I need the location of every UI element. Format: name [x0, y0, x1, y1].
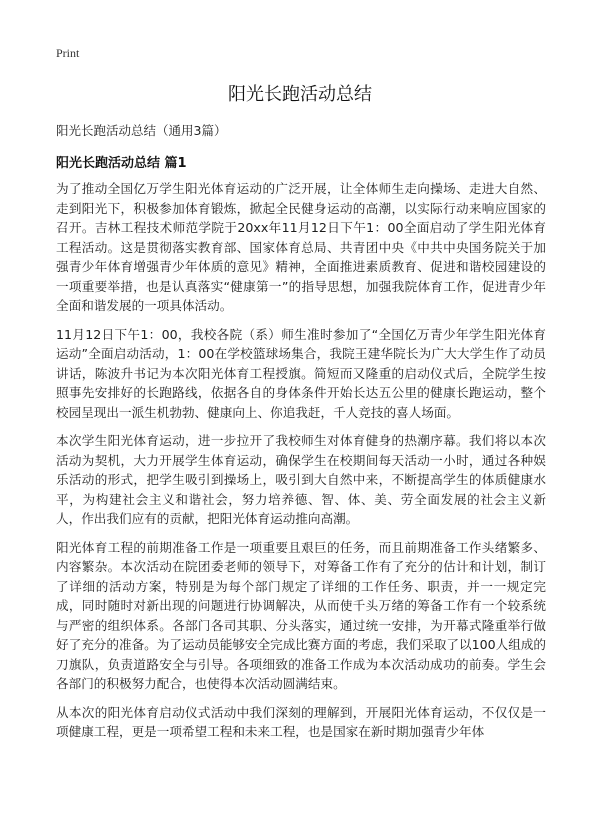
paragraph-4: 阳光体育工程的前期准备工作是一项重要且艰巨的任务，而且前期准备工作头绪繁多、内容繁杂。本次活动在院团委老师的领导下，对筹备工作有了充分的估计和计划，制订了详细的活动方案，特别是为每个部门规定了详细的工作任务、职责，并一一规定完成，同时随时对新出现的问题进行协调解决，从而使千头万绪的筹备工作有一个较系统与严密的组织体系。各部门各司其职、分头落实，通过统一安排，为开幕式隆重举行做好了充分的准备。为了运动员能够安全完成比赛方面的考虑，我们采取了以100人组成的刀旗队，负责道路安全与引导。各项细致的准备工作成为本次活动成功的前奏。学生会各部门的积极努力配合，也使得本次活动圆满结束。 [56, 539, 547, 691]
print-link[interactable]: Print [56, 46, 80, 60]
document-subtitle: 阳光长跑活动总结（通用3篇） [56, 123, 227, 138]
section-heading: 阳光长跑活动总结 篇1 [56, 156, 187, 171]
paragraph-5: 从本次的阳光体育启动仪式活动中我们深刻的理解到，开展阳光体育运动，不仅仅是一项健康工程，更是一项希望工程和未来工程，也是国家在新时期加强青少年体 [56, 704, 546, 739]
page-title: 阳光长跑活动总结 [228, 84, 372, 105]
paragraph-1: 为了推动全国亿万学生阳光体育运动的广泛开展，让全体师生走向操场、走进大自然、走到阳光下，积极参加体育锻炼，掀起全民健身运动的高潮，以实际行动来响应国家的召开。吉林工程技术师范学院于20xx年11月12日下午1：00全面启动了学生阳光体育工程活动。这是贯彻落实教育部、国家体育总局、共青团中央《中共中央国务院关于加强青少年体育增强青少年体质的意见》精神，全面推进素质教育、促进和谐校园建设的一项重要举措，也是认真落实“健康第一”的指导思想，加强我院体育工作，促进青少年全面和谐发展的一项具体活动。 [56, 181, 546, 313]
paragraph-3: 本次学生阳光体育运动，进一步拉开了我校师生对体育健身的热潮序幕。我们将以本次活动为契机，大力开展学生体育运动，确保学生在校期间每天活动一小时，通过各种娱乐活动的形式，把学生吸引到操场上，吸引到大自然中来，不断提高学生的体质健康水平，为构建社会主义和谐社会，努力培养德、智、体、美、劳全面发展的社会主义新人，作出我们应有的贡献，把阳光体育运动推向高潮。 [56, 433, 546, 526]
paragraph-2: 11月12日下午1：00，我校各院（系）师生准时参加了“全国亿万青少年学生阳光体育运动”全面启动活动，1：00在学校篮球场集合，我院王建华院长为广大大学生作了动员讲话，陈波升书记为本次阳光体育工程授旗。简短而又隆重的启动仪式后，全院学生按照事先安排好的长跑路线，依据各自的身体条件开始长达五公里的健康长跑运动，整个校园呈现出一派生机勃勃、健康向上、你追我赶，千人竞技的喜人场面。 [56, 326, 546, 420]
document-body [56, 179, 546, 751]
